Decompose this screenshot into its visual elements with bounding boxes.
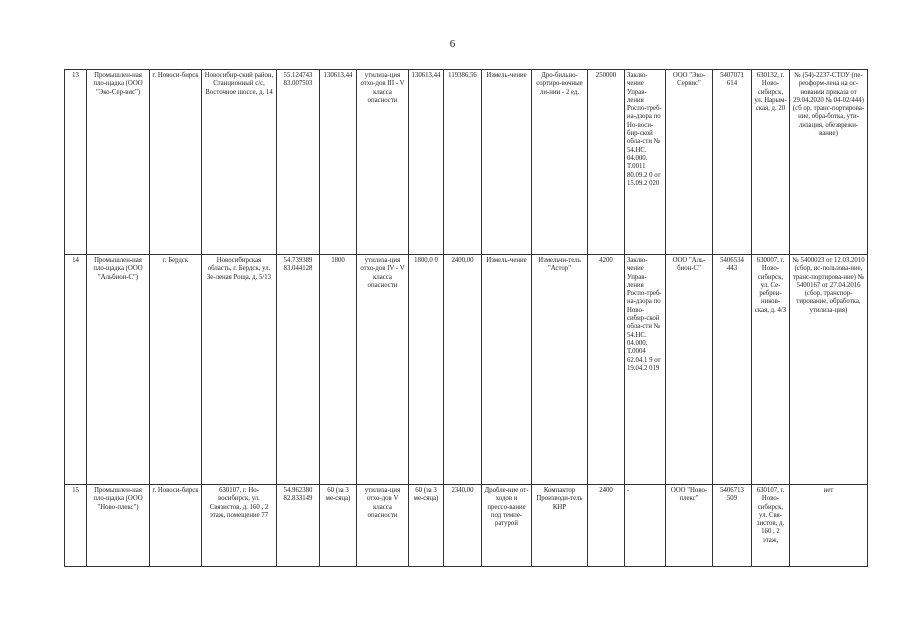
conclusion: -: [625, 485, 666, 567]
city: г. Новоси-бирск: [150, 485, 202, 567]
method: Дробле-ние от-ходов и прессо-вание под темпе-ратурой: [482, 485, 532, 567]
equipment-capacity: 2400: [588, 485, 625, 567]
method: Измель-чение: [482, 70, 532, 255]
capacity: 130613,44: [320, 70, 357, 255]
table-row: [65, 255, 868, 485]
row-number: 13: [65, 70, 87, 255]
operator: ООО "Эко-Сервис": [666, 70, 713, 255]
activity: утилиза-ция отхо-дов III - V класса опасности: [357, 70, 409, 255]
operator-address: 630132, г. Ново-сибирск, ул. Нарым-ская, д. 20: [752, 70, 790, 255]
amount-2: 2400,00: [444, 255, 482, 485]
license: № (54)-2237-СТОУ (пе-реоформ-лена на ос-новании приказа от 29.04.2020 № 04-02/444)(сб ор, транс-портирова-ние, обра-ботка, ути-лизация, обезврежи-вание): [790, 70, 868, 255]
conclusion: Заклю-чение Управ-ления Роспо-треб-на-дзора по Но-воси-бир-ской обла-сти № 54.НС. 04.000. Т.0011 80.09.2 0 от 15.09.2 020: [625, 70, 666, 255]
table-row: [65, 485, 868, 567]
waste-facilities-table: [64, 69, 868, 567]
capacity: 60 (за 3 ме-сяца): [320, 485, 357, 567]
coordinates: 54.739389 83.044128: [277, 255, 320, 485]
conclusion: Заклю-чение Управ-ления Роспо-треб-на-дзора по Ново-сибир-ской обла-сти № 54.НС. 04.000. Т.0004 62.04.1 9 от 19.04.2 019: [625, 255, 666, 485]
amount-2: 2340,00: [444, 485, 482, 567]
object-name: Промышлен-ная пло-щадка (ООО "Ново-плекс"): [87, 485, 150, 567]
activity: утилиза-ция отхо-дов IV - V класса опасности: [357, 255, 409, 485]
object-name: Промышлен-ная пло-щадка (ООО "Эко-Сер-вис"): [87, 70, 150, 255]
coordinates: 54.962380 82.833149: [277, 485, 320, 567]
address: 630107, г. Но-восибирск, ул. Связистов, д. 160 , 2 этаж, помещение 77: [202, 485, 277, 567]
amount: 1800,0 0: [409, 255, 444, 485]
inn: 5406534 443: [713, 255, 752, 485]
equipment: Компактор Производи-тель КНР: [532, 485, 588, 567]
operator-address: 630007, г. Ново-сибирск, ул. Се-ребрен-ников-ская, д. 4/3: [752, 255, 790, 485]
inn: 5406713 509: [713, 485, 752, 567]
operator-address: 630107, г. Ново-сибирск, ул. Свя-зистов, д. 160 , 2 этаж,: [752, 485, 790, 567]
activity: утилиза-ция отхо-дов V класса опасности: [357, 485, 409, 567]
amount: 130613,44: [409, 70, 444, 255]
address: Новосибир-ский район, Станционный с/с, Восточное шоссе, д. 14: [202, 70, 277, 255]
amount: 60 (за 3 ме-сяца): [409, 485, 444, 567]
amount-2: 119386,56: [444, 70, 482, 255]
equipment: Измельчи-тель "Астор": [532, 255, 588, 485]
operator: ООО "Ново-плекс": [666, 485, 713, 567]
address: Новосибирская область, г. Бердск, ул. Зе-леная Роща, д. 5/13: [202, 255, 277, 485]
capacity: 1800: [320, 255, 357, 485]
coordinates: 55.124743 83.007503: [277, 70, 320, 255]
equipment-capacity: 4200: [588, 255, 625, 485]
equipment: Дро-бильно-сортиро-вочные ли-нии - 2 ед.: [532, 70, 588, 255]
row-number: 14: [65, 255, 87, 485]
row-number: 15: [65, 485, 87, 567]
city: г. Бердск: [150, 255, 202, 485]
inn: 5407071 614: [713, 70, 752, 255]
license: нет: [790, 485, 868, 567]
object-name: Промышлен-ная пло-щадка (ООО "Альбион-С"): [87, 255, 150, 485]
operator: ООО "Аль-бион-С": [666, 255, 713, 485]
method: Измель-чение: [482, 255, 532, 485]
license: № 5400023 от 12.03.2010 (сбор, ис-пользова-ние, транс-портирова-ние) № 5400167 от 27.04.2016 (сбор, транспор-тирование, обработка, утилиза-ция): [790, 255, 868, 485]
page-number: 6: [449, 38, 456, 50]
equipment-capacity: 250000: [588, 70, 625, 255]
table-row: [65, 70, 868, 255]
city: г. Новоси-бирск: [150, 70, 202, 255]
